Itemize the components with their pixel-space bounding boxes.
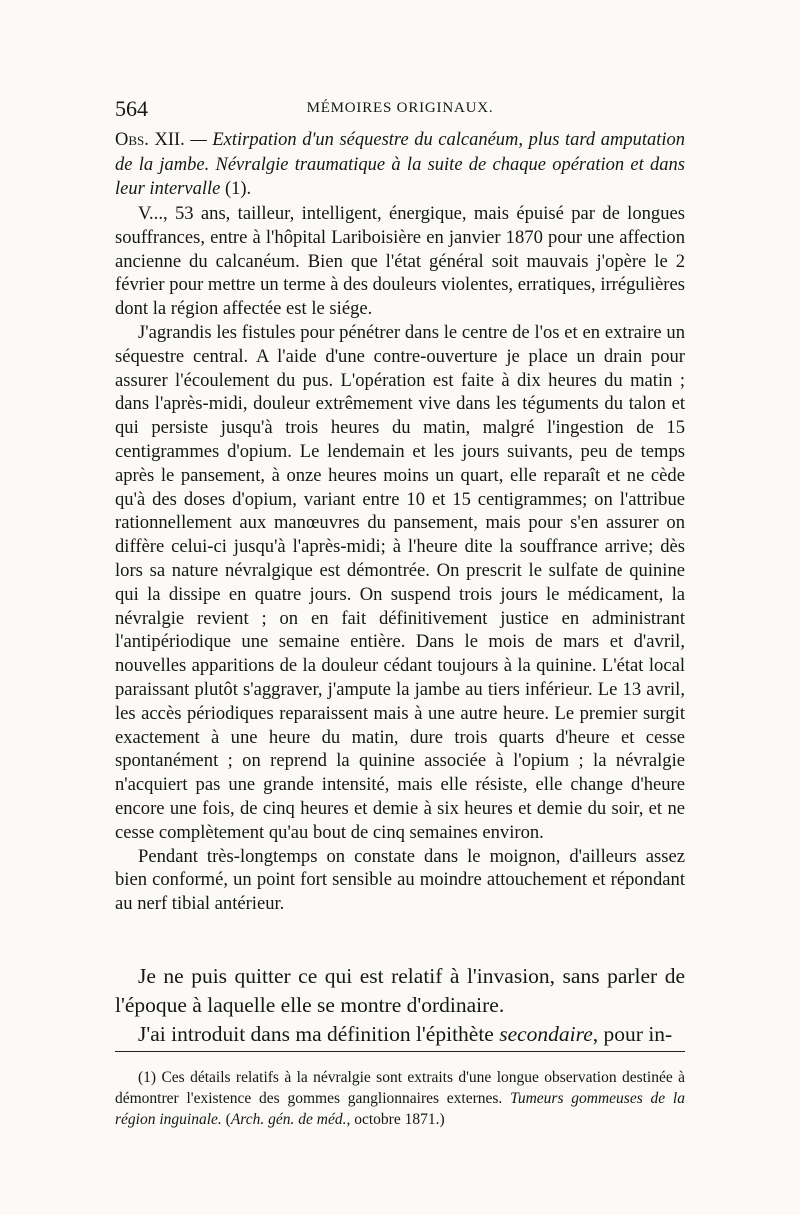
footnote-paragraph bbox=[115, 1067, 685, 1130]
case-paragraph: Pendant très-longtemps on constate dans le moignon, d'ailleurs assez bien conformé, un point fort sensible au moindre attouchement et répondant au nerf tibial antérieur. bbox=[115, 845, 685, 915]
page-number: 564 bbox=[115, 96, 148, 121]
observation-heading bbox=[115, 128, 685, 202]
body-text-run: J'ai introduit dans ma définition l'épithète bbox=[138, 1022, 500, 1046]
italic-term: secondaire bbox=[499, 1022, 593, 1046]
case-report bbox=[115, 202, 685, 916]
footnote-rule bbox=[115, 1051, 685, 1052]
body-text-run: , pour in- bbox=[592, 1022, 673, 1046]
footnote-article-title: Tumeurs gommeuses de la région inguinale. bbox=[115, 1090, 685, 1128]
footnote-date: , octobre 1871.) bbox=[346, 1111, 445, 1128]
observation-dash: — bbox=[184, 130, 213, 150]
body-paragraph bbox=[115, 1020, 685, 1049]
observation-number: XII. bbox=[154, 130, 185, 150]
body-text bbox=[115, 962, 685, 1049]
footnote-journal: Arch. gén. de méd. bbox=[230, 1111, 347, 1128]
footnote-text: (1) Ces détails relatifs à la névralgie sont extraits d'une longue observation destinée à démontrer l'existence des gommes ganglionnaires externes. bbox=[115, 1069, 685, 1107]
footnote-reference: (1). bbox=[220, 179, 252, 199]
running-title: MÉMOIRES ORIGINAUX. bbox=[306, 100, 494, 116]
observation-label: Obs. bbox=[115, 130, 149, 150]
case-paragraph: V..., 53 ans, tailleur, intelligent, énergique, mais épuisé par de longues souffrances, entre à l'hôpital Lariboisière en janvier 1870 pour une affection ancienne du calcanéum. Bien que l'état général soit mauvais j'opère le 2 février pour mettre un terme à des douleurs violentes, erratiques, irrégulières dont la région affectée est le siége. bbox=[115, 203, 685, 320]
observation-title: Extirpation d'un séquestre du calcanéum, plus tard amputation de la jambe. Névralgie traumatique à la suite de chaque opération et dans leur intervalle bbox=[115, 130, 686, 199]
footnote-paren: ( bbox=[221, 1111, 231, 1128]
case-paragraph: J'agrandis les fistules pour pénétrer dans le centre de l'os et en extraire un séquestre central. A l'aide d'une contre-ouverture je place un drain pour assurer l'écoulement du pus. L'opération est faite à dix heures du matin ; dans l'après-midi, douleur extrêmement vive dans les téguments du talon et qui persiste jusqu'à trois heures du matin, malgré l'ingestion de 15 centigrammes d'opium. Le lendemain et les jours suivants, peu de temps après le pansement, à onze heures moins un quart, elle reparaît et ne cède qu'à des doses d'opium, variant entre 10 et 15 centigrammes; on l'attribue rationnellement aux manœuvres du pansement, mais pour s'en assurer on diffère celui-ci jusqu'à l'après-midi; à l'heure dite la souffrance arrive; dès lors sa nature névralgique est démontrée. On prescrit le sulfate de quinine qui la dissipe en quatre jours. On suspend trois jours le médicament, la névralgie revient ; on en fait définitivement justice en administrant l'antipériodique une semaine entière. Dans le mois de mars et d'avril, nouvelles apparitions de la douleur cédant toujours à la quinine. L'état local paraissant plutôt s'aggraver, j'ampute la jambe au tiers inférieur. Le 13 avril, les accès périodiques reparaissent mais à une autre heure. Le premier surgit exactement à une heure du matin, dure trois quarts d'heure et cesse spontanément ; on reprend la quinine associée à l'opium ; la névralgie n'acquiert pas une grande intensité, mais elle résiste, elle change d'heure encore une fois, de cinq heures et demie à six heures et demie du soir, et ne cesse complètement qu'au bout de cinq semaines environ. bbox=[115, 321, 685, 843]
footnote bbox=[115, 1067, 685, 1130]
body-paragraph: Je ne puis quitter ce qui est relatif à l'invasion, sans parler de l'époque à laquelle elle se montre d'ordinaire. bbox=[115, 964, 685, 1017]
running-head bbox=[115, 96, 685, 126]
